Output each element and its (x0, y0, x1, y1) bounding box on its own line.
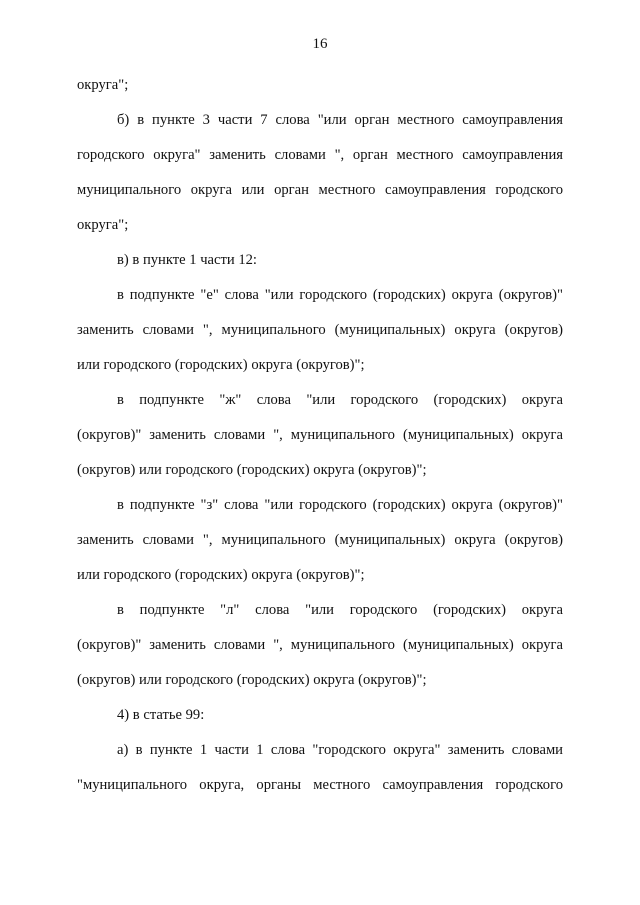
text-line: (округов) или городского (городских) округа (округов)"; (77, 462, 427, 478)
text-line: в подпункте "ж" слова "или городского (городских) округа (117, 392, 563, 408)
text-line: (округов)" заменить словами ", муниципального (муниципальных) округа (77, 637, 563, 653)
text-line: в подпункте "з" слова "или городского (городских) округа (округов)" (117, 497, 563, 513)
text-line: городского округа" заменить словами ", орган местного самоуправления (77, 147, 563, 163)
text-line: муниципального округа или орган местного самоуправления городского (77, 182, 563, 198)
text-line: "муниципального округа, органы местного самоуправления городского (77, 777, 563, 793)
text-line: или городского (городских) округа (округов)"; (77, 357, 365, 373)
text-line: 4) в статье 99: (117, 707, 205, 723)
text-line: (округов) или городского (городских) округа (округов)"; (77, 672, 427, 688)
text-line: в подпункте "л" слова "или городского (городских) округа (117, 602, 563, 618)
text-line: округа"; (77, 217, 129, 233)
text-line: в подпункте "е" слова "или городского (городских) округа (округов)" (117, 287, 563, 303)
text-line: а) в пункте 1 части 1 слова "городского округа" заменить словами (117, 742, 563, 758)
text-line: (округов)" заменить словами ", муниципального (муниципальных) округа (77, 427, 563, 443)
text-line: округа"; (77, 77, 129, 93)
text-line: в) в пункте 1 части 12: (117, 252, 257, 268)
text-line: б) в пункте 3 части 7 слова "или орган местного самоуправления (117, 112, 563, 128)
document-body (77, 68, 563, 803)
text-line: заменить словами ", муниципального (муниципальных) округа (округов) (77, 532, 563, 548)
text-line: или городского (городских) округа (округов)"; (77, 567, 365, 583)
text-line: заменить словами ", муниципального (муниципальных) округа (округов) (77, 322, 563, 338)
page-number: 16 (312, 36, 328, 52)
